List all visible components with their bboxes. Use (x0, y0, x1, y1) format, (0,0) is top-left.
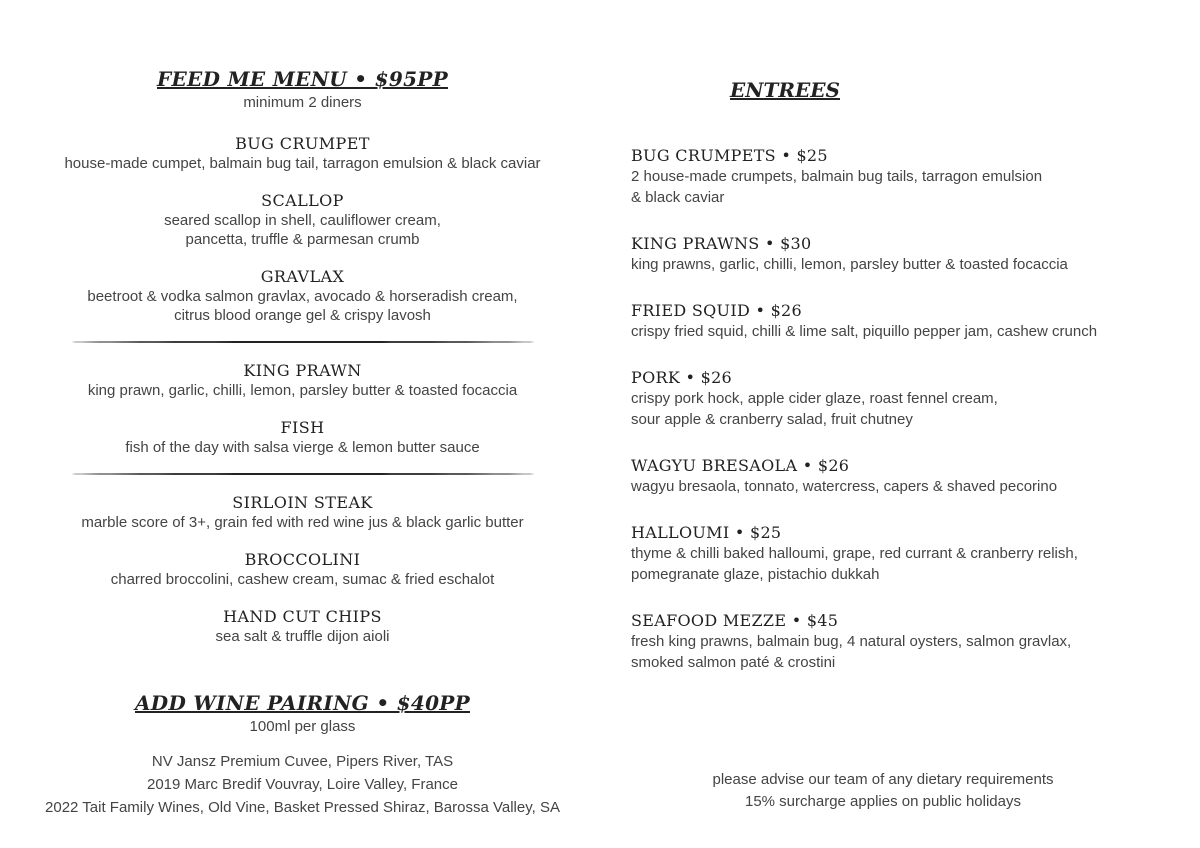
entree-description: crispy fried squid, chilli & lime salt, piquillo pepper jam, cashew crunch (631, 323, 1098, 340)
entree-item (631, 301, 1171, 342)
dish-description: beetroot & vodka salmon gravlax, avocado & horseradish cream, (87, 288, 518, 305)
entrees-title: ENTREES (730, 78, 840, 102)
dish-item (40, 493, 565, 532)
entree-description: thyme & chilli baked halloumi, grape, red currant & cranberry relish, (631, 545, 1078, 562)
wine-item: 2022 Tait Family Wines, Old Vine, Basket Pressed Shiraz, Barossa Valley, SA (45, 799, 560, 816)
entree-name: WAGYU BRESAOLA • $26 (631, 456, 850, 475)
dish-description: fish of the day with salsa vierge & lemon butter sauce (125, 439, 480, 456)
entree-name: KING PRAWNS • $30 (631, 234, 812, 253)
dish-name: GRAVLAX (260, 267, 345, 286)
entree-name: HALLOUMI • $25 (631, 523, 782, 542)
feed-me-menu-title: FEED ME MENU • $95PP (157, 67, 448, 91)
entree-item (631, 456, 1171, 497)
dish-name: SCALLOP (261, 191, 344, 210)
entree-name: PORK • $26 (631, 368, 733, 387)
entree-description: crispy pork hock, apple cider glaze, roast fennel cream, (631, 390, 998, 407)
dish-description: citrus blood orange gel & crispy lavosh (174, 307, 431, 324)
dish-name: FISH (280, 418, 325, 437)
dish-item (40, 191, 565, 249)
dish-description: pancetta, truffle & parmesan crumb (185, 231, 420, 248)
entrees-column (631, 76, 1171, 673)
surcharge-note: 15% surcharge applies on public holidays (744, 793, 1021, 810)
entree-name: FRIED SQUID • $26 (631, 301, 803, 320)
entree-description: sour apple & cranberry salad, fruit chutney (631, 411, 913, 428)
dish-name: HAND CUT CHIPS (223, 607, 382, 626)
course-divider (72, 341, 534, 343)
entree-item (631, 611, 1171, 673)
dish-name: SIRLOIN STEAK (232, 493, 373, 512)
entree-item (631, 368, 1171, 430)
dish-description: sea salt & truffle dijon aioli (215, 628, 390, 645)
wine-list (40, 750, 565, 819)
wine-item: NV Jansz Premium Cuvee, Pipers River, TAS (151, 753, 454, 770)
dish-description: marble score of 3+, grain fed with red wine jus & black garlic butter (81, 514, 524, 531)
footer-notes (663, 769, 1103, 813)
dietary-note: please advise our team of any dietary requirements (712, 771, 1054, 788)
dish-description: house-made cumpet, balmain bug tail, tarragon emulsion & black caviar (64, 155, 541, 172)
dish-item (40, 361, 565, 400)
wine-pairing-title: ADD WINE PAIRING • $40PP (134, 691, 470, 715)
wine-item: 2019 Marc Bredif Vouvray, Loire Valley, France (147, 776, 458, 793)
entree-description: & black caviar (631, 189, 725, 206)
dish-name: BUG CRUMPET (235, 134, 370, 153)
dish-item (40, 550, 565, 589)
entree-name: BUG CRUMPETS • $25 (631, 146, 828, 165)
course-divider (72, 473, 534, 475)
entree-description: fresh king prawns, balmain bug, 4 natural oysters, salmon gravlax, (631, 633, 1072, 650)
feed-me-menu-subtitle: minimum 2 diners (243, 94, 362, 111)
dish-description: seared scallop in shell, cauliflower cream, (164, 212, 441, 229)
entree-item (631, 146, 1171, 208)
entree-description: wagyu bresaola, tonnato, watercress, capers & shaved pecorino (631, 478, 1058, 495)
dish-item (40, 134, 565, 173)
entree-description: 2 house-made crumpets, balmain bug tails, tarragon emulsion (631, 168, 1043, 185)
dish-description: charred broccolini, cashew cream, sumac & fried eschalot (110, 571, 495, 588)
dish-item (40, 607, 565, 646)
entree-description: smoked salmon paté & crostini (631, 654, 836, 671)
dish-description: king prawn, garlic, chilli, lemon, parsley butter & toasted focaccia (87, 382, 518, 399)
dish-item (40, 267, 565, 325)
entree-name: SEAFOOD MEZZE • $45 (631, 611, 839, 630)
entree-item (631, 234, 1171, 275)
dish-name: KING PRAWN (243, 361, 362, 380)
dish-item (40, 418, 565, 457)
entree-description: king prawns, garlic, chilli, lemon, parsley butter & toasted focaccia (631, 256, 1068, 273)
wine-pairing-subtitle: 100ml per glass (249, 718, 356, 735)
dish-name: BROCCOLINI (244, 550, 361, 569)
entree-description: pomegranate glaze, pistachio dukkah (631, 566, 880, 583)
entree-item (631, 523, 1171, 585)
feed-me-menu-column (40, 66, 565, 819)
